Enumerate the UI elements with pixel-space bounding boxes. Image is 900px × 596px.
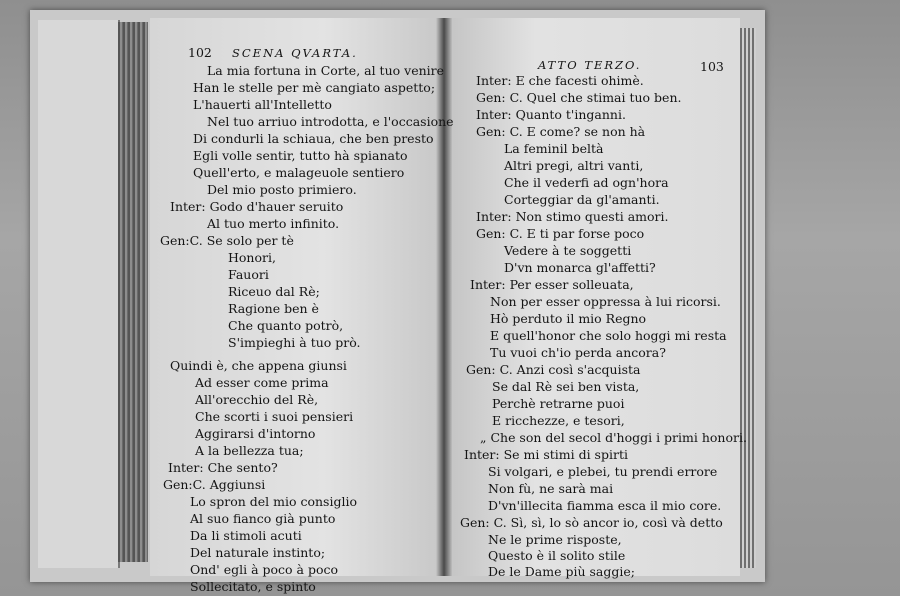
left-page-number: 102 — [188, 45, 212, 60]
text-line: Inter: Se mi stimi di spirti — [464, 447, 628, 462]
text-line: D'vn monarca gl'affetti? — [504, 260, 656, 275]
text-line: Aggirarsi d'intorno — [195, 426, 316, 441]
text-line: La feminil beltà — [504, 141, 604, 156]
text-line: Non fù, ne sarà mai — [488, 481, 614, 496]
text-line: Ne le prime risposte, — [488, 532, 622, 547]
text-line: Corteggiar da gl'amanti. — [504, 192, 660, 207]
text-line: Fauori — [228, 267, 269, 282]
text-line: Gen:C. Se solo per tè — [160, 233, 294, 248]
text-line: Tu vuoi ch'io perda ancora? — [490, 345, 666, 360]
text-line: Hò perduto il mio Regno — [490, 311, 647, 326]
text-line: D'vn'illecita fiamma esca il mio core. — [488, 498, 722, 513]
text-line: L'hauerti all'Intelletto — [193, 97, 332, 112]
text-line: Inter: Che sento? — [168, 460, 278, 475]
text-line: Lo spron del mio consiglio — [190, 494, 357, 509]
text-line: Se dal Rè sei ben vista, — [492, 379, 640, 394]
text-line: Gen: C. E ti par forse poco — [476, 226, 645, 241]
left-running-head: SCENA QVARTA. — [232, 46, 358, 60]
page-edges-left — [118, 22, 148, 562]
text-line: Che il vederfi ad ogn'hora — [504, 175, 669, 190]
text-line: Perchè retrarne puoi — [492, 396, 625, 411]
text-line: Che scorti i suoi pensieri — [195, 409, 354, 424]
text-line: Ond' egli à poco à poco — [190, 562, 339, 577]
text-line: Gen: C. Quel che stimai tuo ben. — [476, 90, 682, 105]
text-line: „ Che son del secol d'hoggi i primi honori. — [480, 430, 747, 445]
text-line: Inter: Quanto t'inganni. — [476, 107, 626, 122]
text-line: Han le stelle per mè cangiato aspetto; — [193, 80, 436, 95]
text-line: Ragione ben è — [228, 301, 319, 316]
text-line: Inter: Godo d'hauer seruito — [170, 199, 344, 214]
text-line: Non per esser oppressa à lui ricorsi. — [490, 294, 721, 309]
text-line: Si volgari, e plebei, tu prendi errore — [488, 464, 718, 479]
text-line: Gen:C. Aggiunsi — [163, 477, 266, 492]
text-line: Quindi è, che appena giunsi — [170, 358, 347, 373]
text-line: E quell'honor che solo hoggi mi resta — [490, 328, 727, 343]
text-line: Gen: C. Sì, sì, lo sò ancor io, così và detto — [460, 515, 723, 530]
text-line: Ad esser come prima — [195, 375, 329, 390]
text-line: Altri pregi, altri vanti, — [504, 158, 644, 173]
page-edges-right — [740, 28, 756, 568]
text-line: All'orecchio del Rè, — [195, 392, 319, 407]
text-line: Sollecitato, e spinto — [190, 579, 316, 594]
text-line: Al tuo merto infinito. — [207, 216, 340, 231]
text-line: Questo è il solito stile — [488, 548, 626, 563]
gutter — [436, 18, 452, 576]
text-line: Quell'erto, e malageuole sentiero — [193, 165, 405, 180]
text-line: Gen: C. E come? se non hà — [476, 124, 646, 139]
text-line: Inter: Non stimo questi amori. — [476, 209, 669, 224]
text-line: A la bellezza tua; — [195, 443, 304, 458]
text-line: Inter: Per esser solleuata, — [470, 277, 634, 292]
right-page-number: 103 — [700, 59, 724, 74]
text-line: Riceuo dal Rè; — [228, 284, 320, 299]
text-line: E ricchezze, e tesori, — [492, 413, 625, 428]
text-line: De le Dame più saggie; — [488, 564, 635, 579]
text-line: Inter: E che facesti ohimè. — [476, 73, 644, 88]
text-line: La mia fortuna in Corte, al tuo venire — [207, 63, 445, 78]
text-line: Vedere à te soggetti — [504, 243, 632, 258]
flyleaf — [38, 20, 120, 568]
right-running-head: ATTO TERZO. — [538, 58, 642, 72]
text-line: Egli volle sentir, tutto hà spianato — [193, 148, 408, 163]
text-line: Al suo fianco già punto — [190, 511, 336, 526]
text-line: Del mio posto primiero. — [207, 182, 357, 197]
text-line: Del naturale instinto; — [190, 545, 326, 560]
text-line: S'impieghi à tuo prò. — [228, 335, 361, 350]
text-line: Nel tuo arriuo introdotta, e l'occasione — [207, 114, 454, 129]
text-line: Di condurli la schiaua, che ben presto — [193, 131, 434, 146]
text-line: Da li stimoli acuti — [190, 528, 302, 543]
text-line: Gen: C. Anzi così s'acquista — [466, 362, 641, 377]
text-line: Che quanto potrò, — [228, 318, 344, 333]
text-line: Honori, — [228, 250, 276, 265]
